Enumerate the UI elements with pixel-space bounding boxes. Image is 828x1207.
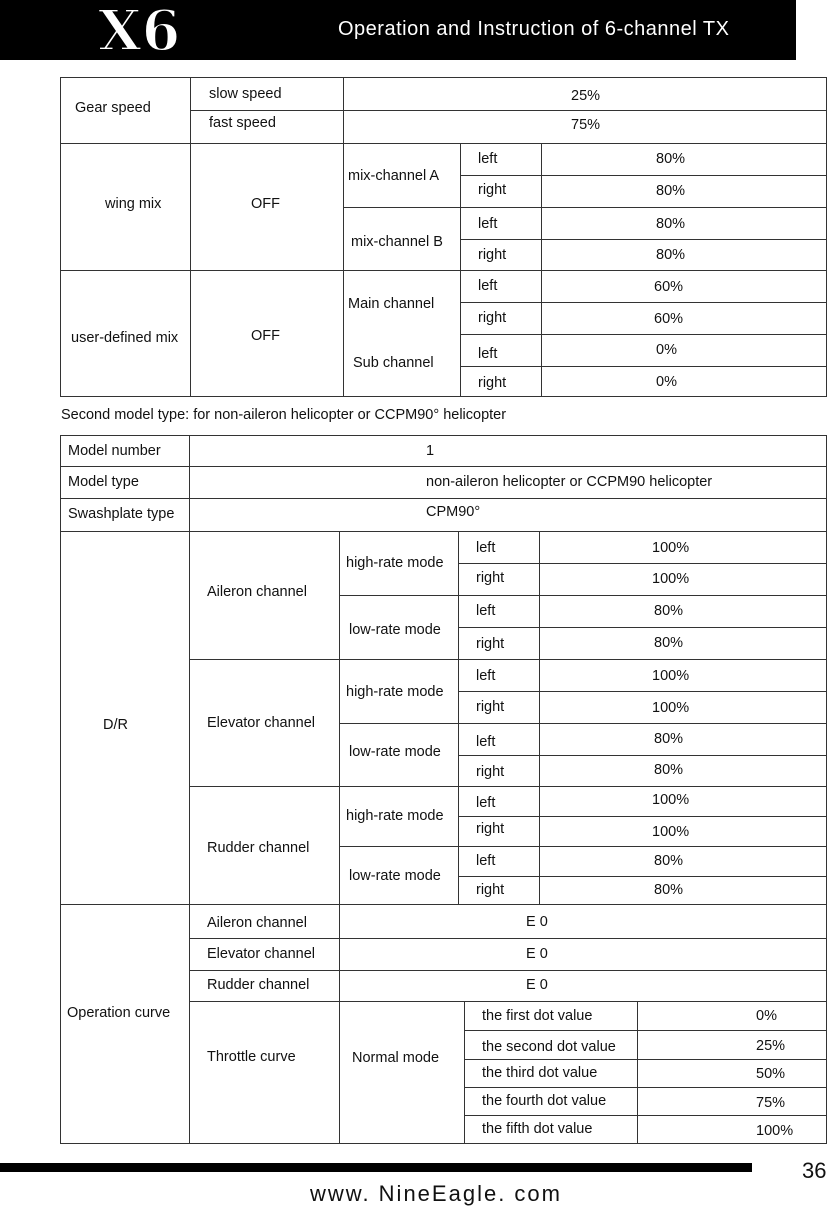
main-left-label: left <box>478 278 498 294</box>
dr-aileron-high-right-value: 100% <box>652 571 690 587</box>
dr-aileron-high-left-value: 100% <box>652 540 690 556</box>
page-header <box>0 0 796 60</box>
dr-elevator-low-left: left <box>476 734 496 750</box>
dr-elevator-label: Elevator channel <box>207 715 316 731</box>
dr-label: D/R <box>103 717 128 733</box>
op-aileron-label: Aileron channel <box>207 915 307 931</box>
mix-channel-b-label: mix-channel B <box>351 234 443 250</box>
dr-elevator-low-right-value: 80% <box>654 762 684 778</box>
dr-elevator-low-left-value: 80% <box>654 731 684 747</box>
sub-left-value: 0% <box>656 342 677 358</box>
dr-elevator-high-right: right <box>476 699 505 715</box>
swashplate-label: Swashplate type <box>68 506 175 522</box>
dr-rudder-label: Rudder channel <box>207 840 310 856</box>
model-type-value: non-aileron helicopter or CCPM90 helicopter <box>426 474 713 490</box>
svg-text:X6: X6 <box>98 2 181 58</box>
dot-1-label: the first dot value <box>482 1008 593 1024</box>
footer-rule <box>0 1163 752 1172</box>
dr-rudder-low-right: right <box>476 882 505 898</box>
x6-logo-graphic <box>96 2 214 58</box>
fast-speed-value: 75% <box>571 117 601 133</box>
model-number-value: 1 <box>426 443 435 459</box>
x6-logo <box>96 2 214 58</box>
dr-elevator-low-right: right <box>476 764 505 780</box>
footer-url: www. NineEagle. com <box>310 1181 562 1206</box>
dr-elevator-low-label: low-rate mode <box>349 744 441 760</box>
main-left-value: 60% <box>654 279 684 295</box>
dr-rudder-high-left: left <box>476 795 496 811</box>
throttle-mode-label: Normal mode <box>352 1050 440 1066</box>
dr-aileron-low-right: right <box>476 636 505 652</box>
dr-rudder-low-left: left <box>476 853 496 869</box>
dr-elevator-high-right-value: 100% <box>652 700 690 716</box>
dot-4-value: 75% <box>756 1095 786 1111</box>
dr-rudder-high-right-value: 100% <box>652 824 690 840</box>
dr-rudder-high-left-value: 100% <box>652 792 690 808</box>
user-mix-label: user-defined mix <box>71 330 179 346</box>
dr-aileron-high-label: high-rate mode <box>346 555 444 571</box>
dr-aileron-label: Aileron channel <box>207 584 307 600</box>
dr-aileron-low-label: low-rate mode <box>349 622 441 638</box>
op-rudder-label: Rudder channel <box>207 977 310 993</box>
main-right-value: 60% <box>654 311 684 327</box>
wing-mix-label: wing mix <box>105 196 162 212</box>
dr-elevator-high-left-value: 100% <box>652 668 690 684</box>
dr-aileron-high-right: right <box>476 570 505 586</box>
settings-table-2 <box>60 435 827 1144</box>
sub-left-label: left <box>478 346 498 362</box>
dr-elevator-high-left: left <box>476 668 496 684</box>
gear-speed-label: Gear speed <box>75 100 151 116</box>
fast-speed-label: fast speed <box>209 115 276 131</box>
mix-a-left-value: 80% <box>656 151 686 167</box>
dot-2-value: 25% <box>756 1038 786 1054</box>
model-type-label: Model type <box>68 474 139 490</box>
dr-rudder-low-right-value: 80% <box>654 882 684 898</box>
swashplate-value: CPM90° <box>426 504 481 520</box>
sub-right-value: 0% <box>656 374 677 390</box>
mix-a-right-value: 80% <box>656 183 686 199</box>
dot-5-label: the fifth dot value <box>482 1121 593 1137</box>
op-aileron-value: E 0 <box>526 914 548 930</box>
dot-2-label: the second dot value <box>482 1039 616 1055</box>
dot-5-value: 100% <box>756 1123 794 1139</box>
mix-channel-a-label: mix-channel A <box>348 168 440 184</box>
dot-3-label: the third dot value <box>482 1065 598 1081</box>
slow-speed-value: 25% <box>571 88 601 104</box>
dr-aileron-low-left-value: 80% <box>654 603 684 619</box>
dr-aileron-high-left: left <box>476 540 496 556</box>
slow-speed-label: slow speed <box>209 86 282 102</box>
mix-b-right-value: 80% <box>656 247 686 263</box>
dr-rudder-low-left-value: 80% <box>654 853 684 869</box>
dr-rudder-low-label: low-rate mode <box>349 868 441 884</box>
dr-rudder-high-right: right <box>476 821 505 837</box>
mix-b-right-label: right <box>478 247 507 263</box>
dot-4-label: the fourth dot value <box>482 1093 607 1109</box>
wing-mix-state: OFF <box>251 196 280 212</box>
dr-elevator-high-label: high-rate mode <box>346 684 444 700</box>
dr-aileron-low-left: left <box>476 603 496 619</box>
sub-right-label: right <box>478 375 507 391</box>
mix-b-left-label: left <box>478 216 498 232</box>
mix-a-left-label: left <box>478 151 498 167</box>
page-title: Operation and Instruction of 6-channel TX <box>338 18 730 40</box>
op-elevator-value: E 0 <box>526 946 548 962</box>
op-elevator-label: Elevator channel <box>207 946 316 962</box>
op-rudder-value: E 0 <box>526 977 548 993</box>
mix-a-right-label: right <box>478 182 507 198</box>
dot-1-value: 0% <box>756 1008 777 1024</box>
settings-table-1 <box>60 77 827 397</box>
model-number-label: Model number <box>68 443 161 459</box>
operation-curve-label: Operation curve <box>67 1005 171 1021</box>
second-model-caption: Second model type: for non-aileron helicopter or CCPM90° helicopter <box>61 407 507 423</box>
sub-channel-label: Sub channel <box>353 355 434 371</box>
main-channel-label: Main channel <box>348 296 435 312</box>
dr-rudder-high-label: high-rate mode <box>346 808 444 824</box>
user-mix-state: OFF <box>251 328 280 344</box>
dot-3-value: 50% <box>756 1066 786 1082</box>
main-right-label: right <box>478 310 507 326</box>
page-number: 36 <box>802 1158 827 1183</box>
dr-aileron-low-right-value: 80% <box>654 635 684 651</box>
throttle-curve-label: Throttle curve <box>207 1049 296 1065</box>
mix-b-left-value: 80% <box>656 216 686 232</box>
